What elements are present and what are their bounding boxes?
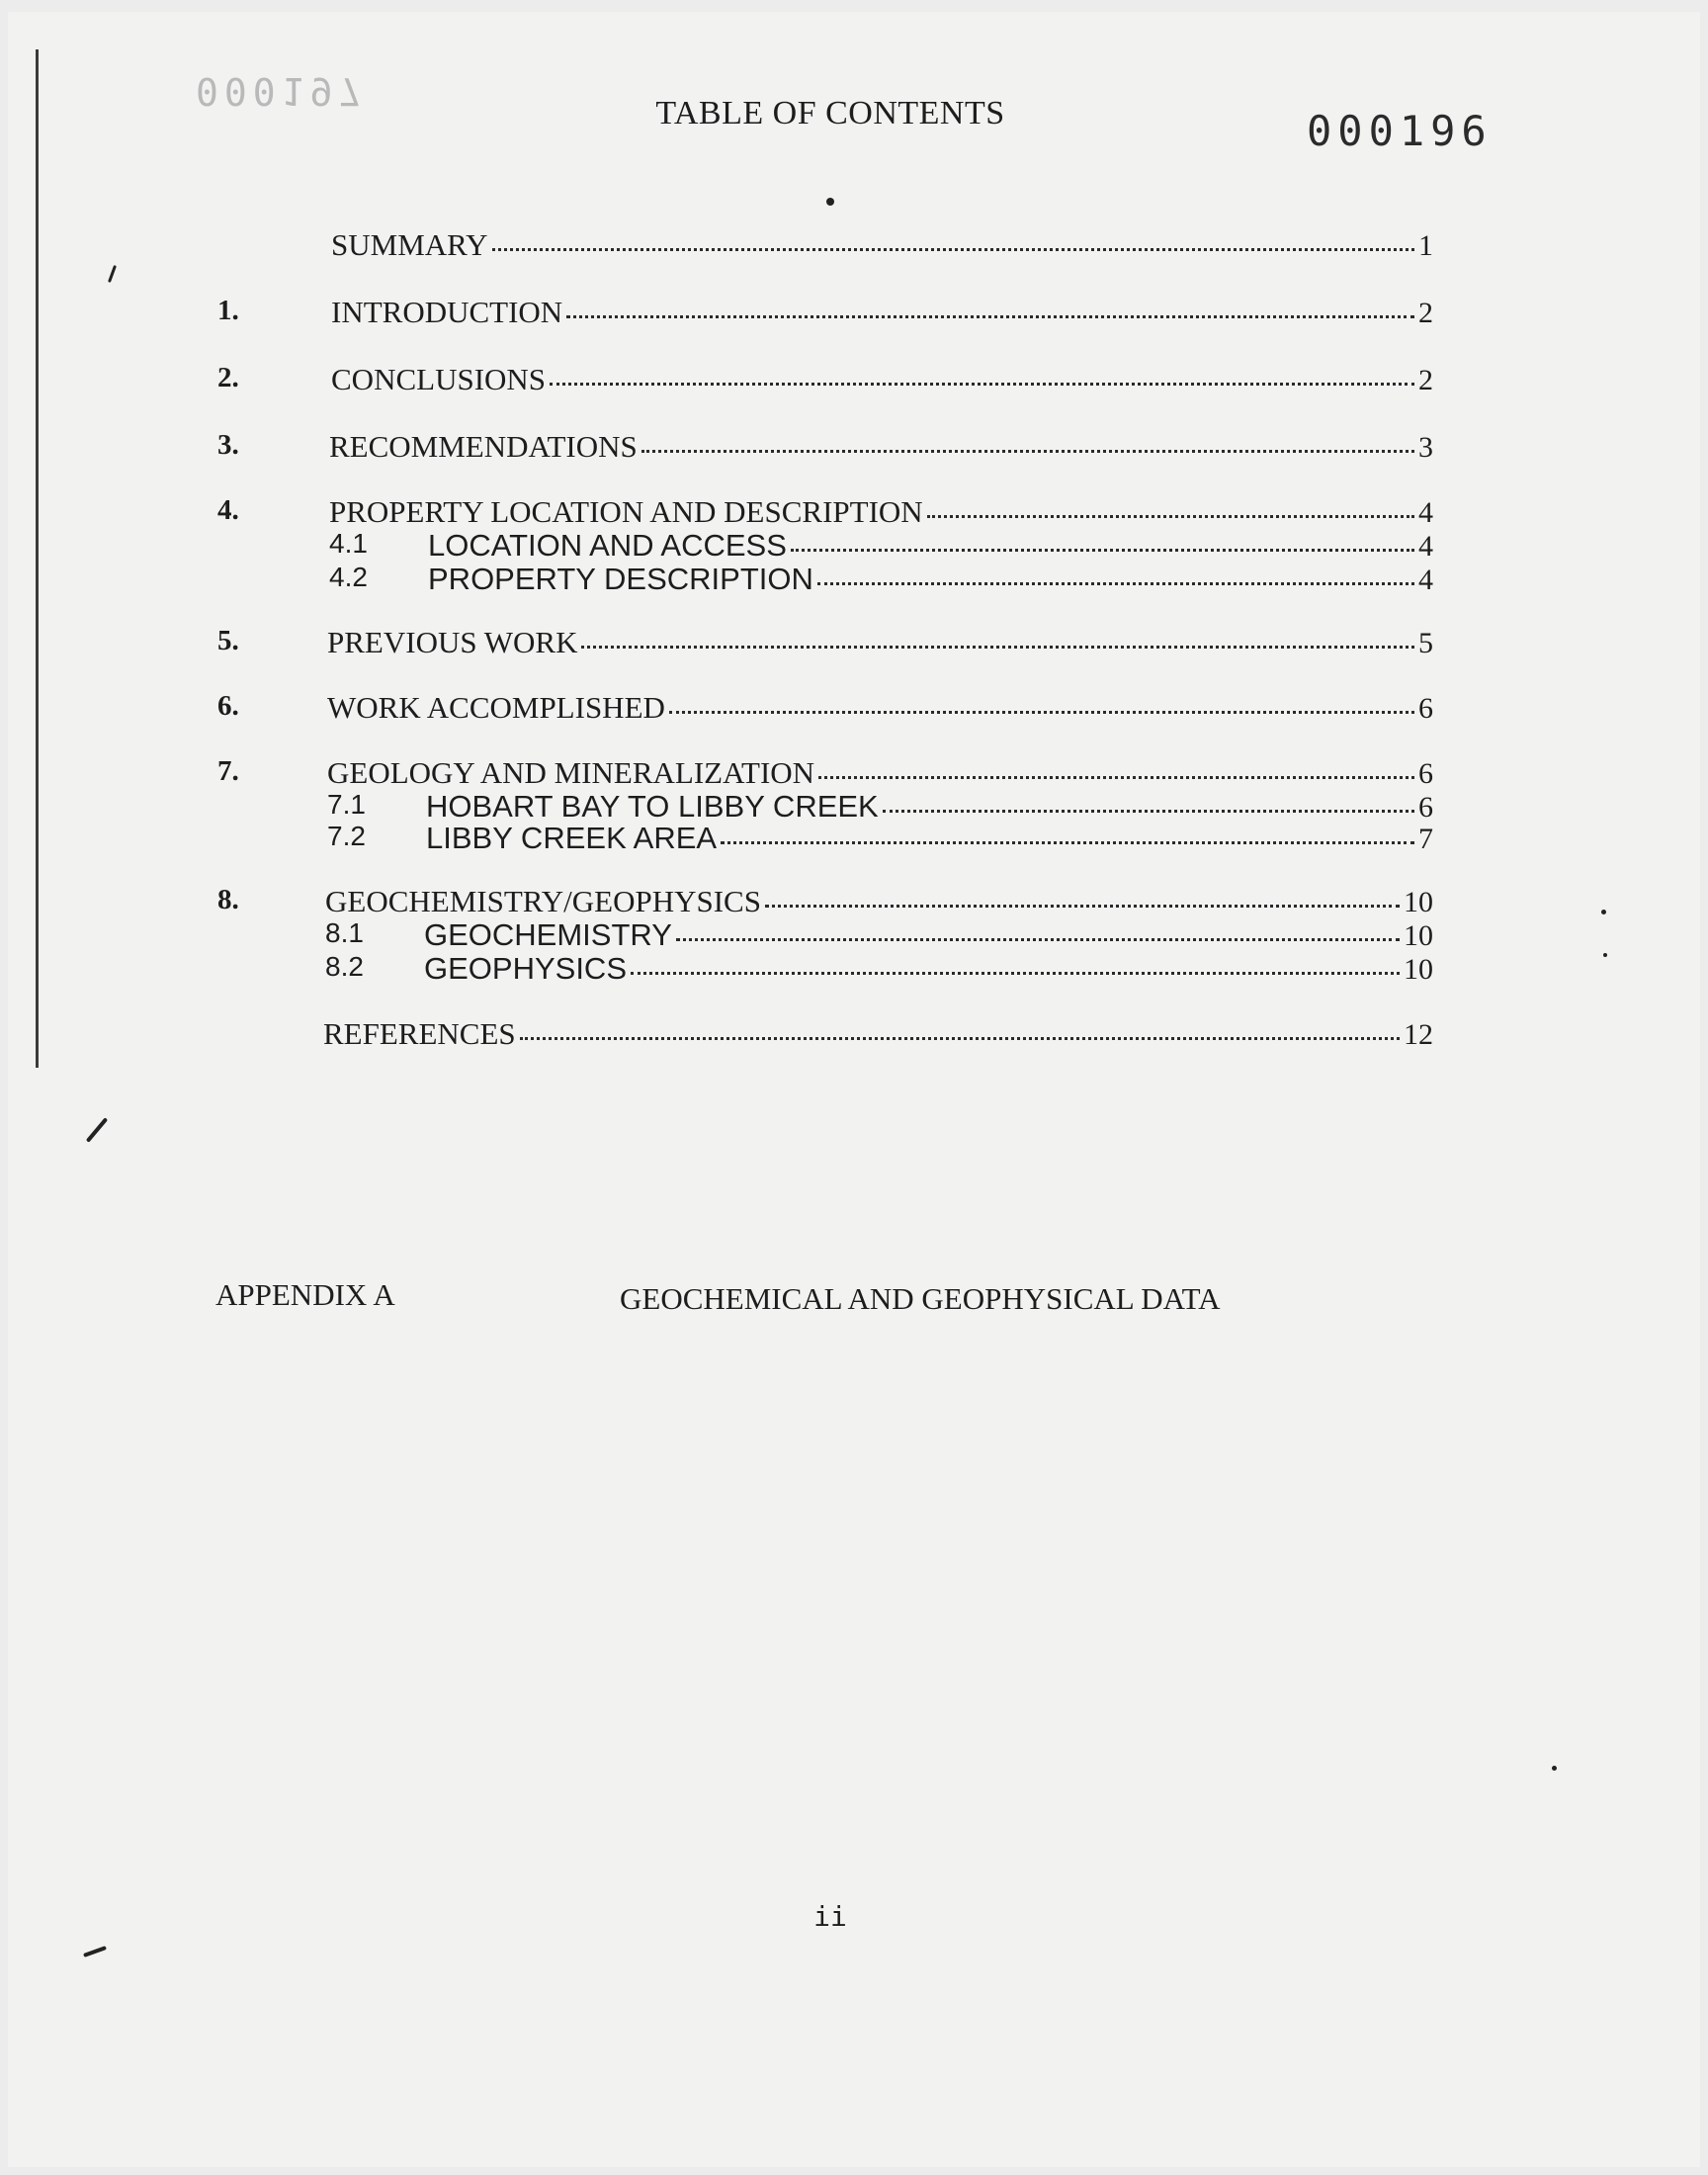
toc-number: 4.2 <box>329 562 368 592</box>
toc-entry-libby-creek <box>217 821 1433 860</box>
toc-entry-property-description <box>217 562 1433 601</box>
leader-dots <box>818 775 1414 779</box>
toc-page: 10 <box>1404 953 1433 986</box>
toc-number: 4. <box>217 494 239 526</box>
toc-number: 5. <box>217 625 239 656</box>
toc-page: 6 <box>1418 692 1433 725</box>
scan-speck <box>826 198 834 206</box>
leader-dots <box>492 247 1415 251</box>
toc-label: WORK ACCOMPLISHED <box>327 690 665 725</box>
toc-number: 7.2 <box>327 821 366 851</box>
leader-dots <box>631 971 1400 975</box>
document-number-stamp: 000196 <box>1307 107 1493 155</box>
toc-page: 10 <box>1404 886 1433 918</box>
appendix-id: APPENDIX A <box>215 1277 395 1312</box>
toc-page: 4 <box>1418 530 1433 563</box>
toc-page: 2 <box>1418 364 1433 396</box>
toc-page: 4 <box>1418 496 1433 529</box>
toc-entry-references <box>217 1016 1433 1056</box>
toc-entry-recommendations <box>217 429 1433 469</box>
leader-dots <box>641 449 1414 453</box>
toc-label: LIBBY CREEK AREA <box>426 821 718 855</box>
toc-label: RECOMMENDATIONS <box>329 429 638 464</box>
toc-label: REFERENCES <box>323 1016 516 1051</box>
toc-number: 2. <box>217 362 239 393</box>
toc-number: 7. <box>217 755 239 787</box>
toc-number: 4.1 <box>329 528 368 559</box>
toc-number: 7.1 <box>327 789 366 820</box>
ghost-stamp-number: 000197 <box>196 69 368 113</box>
scan-speck <box>1601 910 1606 914</box>
toc-label: CONCLUSIONS <box>331 362 547 396</box>
toc-page: 12 <box>1404 1018 1433 1051</box>
toc-page: 10 <box>1404 919 1433 952</box>
toc-entry-summary <box>217 227 1433 267</box>
left-margin-rule <box>36 49 39 1068</box>
leader-dots <box>721 840 1414 844</box>
toc-entry-previous-work <box>217 625 1433 664</box>
toc-entry-conclusions <box>217 362 1433 401</box>
toc-label: PREVIOUS WORK <box>327 625 578 659</box>
scan-speck <box>1603 953 1607 957</box>
leader-dots <box>566 314 1414 318</box>
leader-dots <box>927 514 1414 518</box>
toc-entry-geophysics <box>217 951 1433 991</box>
toc-label: GEOLOGY AND MINERALIZATION <box>327 755 815 790</box>
toc-page: 7 <box>1418 823 1433 855</box>
toc-number: 8. <box>217 884 239 915</box>
toc-label: PROPERTY LOCATION AND DESCRIPTION <box>329 494 923 529</box>
toc-number: 8.1 <box>325 917 364 948</box>
toc-label: GEOCHEMISTRY/GEOPHYSICS <box>325 884 761 918</box>
toc-label: INTRODUCTION <box>331 295 563 329</box>
leader-dots <box>817 581 1414 585</box>
leader-dots <box>676 937 1400 941</box>
toc-page: 2 <box>1418 297 1433 329</box>
toc-entry-introduction <box>217 295 1433 334</box>
toc-label: GEOCHEMISTRY <box>424 917 672 952</box>
toc-entry-work-accomplished <box>217 690 1433 730</box>
page-number: ii <box>813 1900 847 1933</box>
document-page <box>8 12 1700 2167</box>
toc-number: 8.2 <box>325 951 364 982</box>
toc-page: 5 <box>1418 627 1433 659</box>
leader-dots <box>520 1036 1400 1040</box>
toc-label: SUMMARY <box>331 227 488 262</box>
toc-page: 6 <box>1418 757 1433 790</box>
toc-page: 4 <box>1418 564 1433 596</box>
toc-number: 6. <box>217 690 239 722</box>
scan-speck <box>1552 1766 1557 1771</box>
leader-dots <box>581 645 1414 649</box>
appendix-title: GEOCHEMICAL AND GEOPHYSICAL DATA <box>620 1281 1221 1316</box>
toc-page: 3 <box>1418 431 1433 464</box>
toc-number: 3. <box>217 429 239 461</box>
toc-label: LOCATION AND ACCESS <box>428 528 787 563</box>
leader-dots <box>791 548 1414 552</box>
toc-page: 6 <box>1418 791 1433 824</box>
leader-dots <box>669 710 1414 714</box>
leader-dots <box>765 904 1400 908</box>
page-title: TABLE OF CONTENTS <box>655 95 1005 131</box>
toc-number: 1. <box>217 295 239 326</box>
toc-label: PROPERTY DESCRIPTION <box>428 562 813 596</box>
toc-label: GEOPHYSICS <box>424 951 627 986</box>
leader-dots <box>550 382 1414 386</box>
toc-label: HOBART BAY TO LIBBY CREEK <box>426 789 879 824</box>
toc-page: 1 <box>1418 229 1433 262</box>
leader-dots <box>883 809 1414 813</box>
